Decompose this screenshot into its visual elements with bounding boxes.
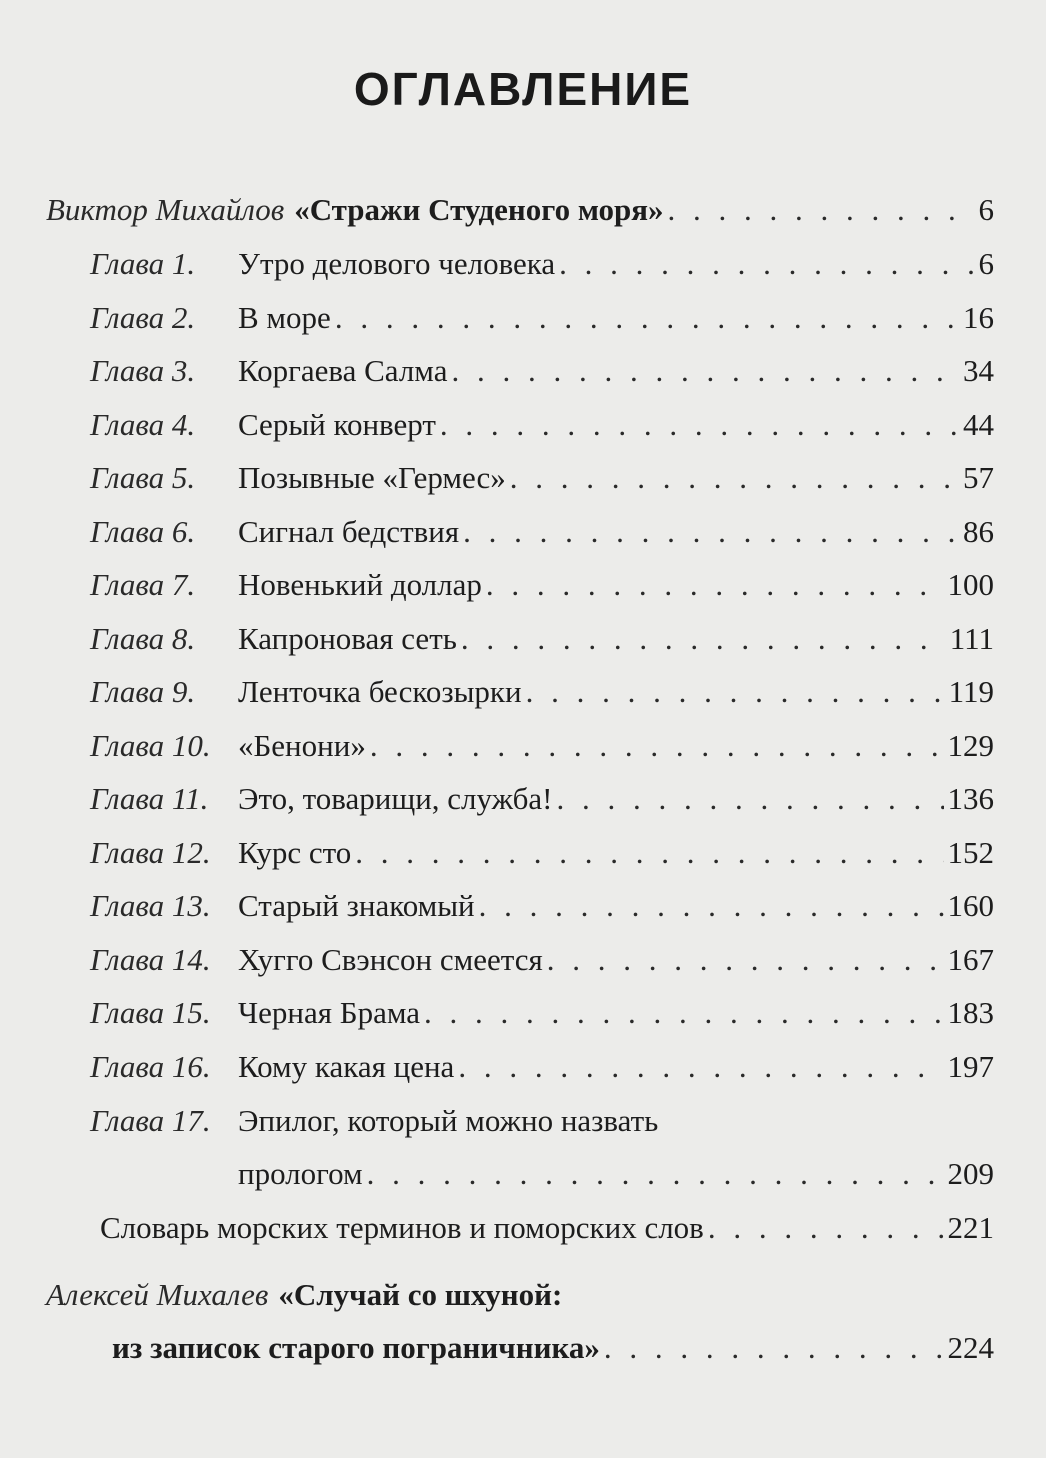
toc-entry-glossary [100,1203,994,1253]
page-number: 209 [947,1156,994,1191]
leader-dots [556,774,943,824]
chapter-entry [90,346,994,396]
page-number: 57 [963,460,994,495]
chapter-label: Глава 8. [90,621,196,656]
chapter-title: Эпилог, который можно назвать [238,1103,659,1138]
page-number: 167 [947,942,994,977]
chapter-title: Хугго Свэнсон смеется [238,942,543,977]
toc-entry-section-2-line-2 [112,1323,994,1373]
leader-dots [526,667,945,717]
leader-dots [367,1149,944,1199]
chapter-label: Глава 13. [90,888,211,923]
chapter-entry [90,667,994,717]
leader-dots [559,239,974,289]
page-number: 160 [947,888,994,923]
chapter-label: Глава 4. [90,407,196,442]
page-title: ОГЛАВЛЕНИЕ [353,63,693,115]
page-number: 6 [978,246,994,281]
leader-dots [440,400,959,450]
chapter-title: «Бенони» [238,728,366,763]
leader-dots [668,185,975,235]
chapter-entry [90,935,994,985]
chapter-title: Серый конверт [238,407,436,442]
leader-dots [370,721,944,771]
chapter-entry [90,988,994,1038]
chapter-title: Капроновая сеть [238,621,457,656]
chapter-title: Это, товарищи, служба! [238,781,553,816]
chapter-title: Ленточка бескозырки [238,674,522,709]
page-number: 197 [947,1049,994,1084]
leader-dots [451,346,959,396]
chapter-entry [90,774,994,824]
chapter-label: Глава 16. [90,1049,211,1084]
leader-dots [463,507,959,557]
leader-dots [461,614,946,664]
chapter-entry-17-line-1 [90,1096,994,1146]
chapter-title: Позывные «Гермес» [238,460,506,495]
page-number: 86 [963,514,994,549]
page-number: 136 [947,781,994,816]
chapter-label: Глава 17. [90,1103,211,1138]
toc-entry-section-1 [46,185,994,235]
leader-dots [547,935,944,985]
chapter-entry [90,828,994,878]
page-number: 111 [949,621,994,656]
page-number: 6 [978,192,994,227]
leader-dots [424,988,944,1038]
chapter-entry [90,507,994,557]
leader-dots [335,293,959,343]
leader-dots [458,1042,943,1092]
page-number: 119 [948,674,994,709]
chapter-title: Сигнал бедствия [238,514,460,549]
work-title: «Стражи Студеного моря» [294,192,664,227]
chapter-title: В море [238,300,331,335]
page-number: 183 [947,995,994,1030]
chapter-entry [90,293,994,343]
chapter-label: Глава 10. [90,728,211,763]
chapter-title-continued: прологом [238,1156,363,1191]
chapter-entry [90,721,994,771]
leader-dots [479,881,944,931]
chapter-entry-17-line-2 [238,1149,994,1199]
work-title-continued: из записок старого пограничника» [112,1330,600,1365]
chapter-entry [90,239,994,289]
chapter-label: Глава 2. [90,300,196,335]
author-name: Алексей Михалев [46,1277,269,1312]
leader-dots [510,453,959,503]
page-number: 44 [963,407,994,442]
chapter-label: Глава 12. [90,835,211,870]
page-number: 129 [947,728,994,763]
leader-dots [355,828,943,878]
glossary-title: Словарь морских терминов и поморских слов [100,1210,704,1245]
page-number: 16 [963,300,994,335]
chapter-entry [90,400,994,450]
chapter-title: Курс сто [238,835,352,870]
chapter-label: Глава 6. [90,514,196,549]
chapter-entry [90,560,994,610]
chapter-label: Глава 1. [90,246,196,281]
chapter-label: Глава 3. [90,353,196,388]
chapter-label: Глава 11. [90,781,209,816]
page-number: 100 [947,567,994,602]
chapter-title: Кому какая цена [238,1049,455,1084]
leader-dots [708,1203,944,1253]
chapter-entry [90,453,994,503]
chapter-label: Глава 9. [90,674,196,709]
chapter-title: Новенький доллар [238,567,482,602]
chapter-title: Утро делового человека [238,246,556,281]
leader-dots [604,1323,944,1373]
leader-dots [486,560,944,610]
chapter-title: Черная Брама [238,995,420,1030]
work-title: «Случай со шхуной: [278,1277,563,1312]
page-number: 34 [963,353,994,388]
chapter-label: Глава 7. [90,567,196,602]
chapter-title: Коргаева Салма [238,353,448,388]
page-number: 224 [947,1330,994,1365]
chapter-label: Глава 15. [90,995,211,1030]
chapter-label: Глава 5. [90,460,196,495]
chapter-title: Старый знакомый [238,888,475,923]
chapter-entry [90,1042,994,1092]
chapter-entry [90,614,994,664]
author-name: Виктор Михайлов [46,192,285,227]
page-number: 221 [947,1210,994,1245]
chapter-entry [90,881,994,931]
page-number: 152 [947,835,994,870]
toc-entry-section-2-line-1 [46,1270,994,1320]
chapter-label: Глава 14. [90,942,211,977]
